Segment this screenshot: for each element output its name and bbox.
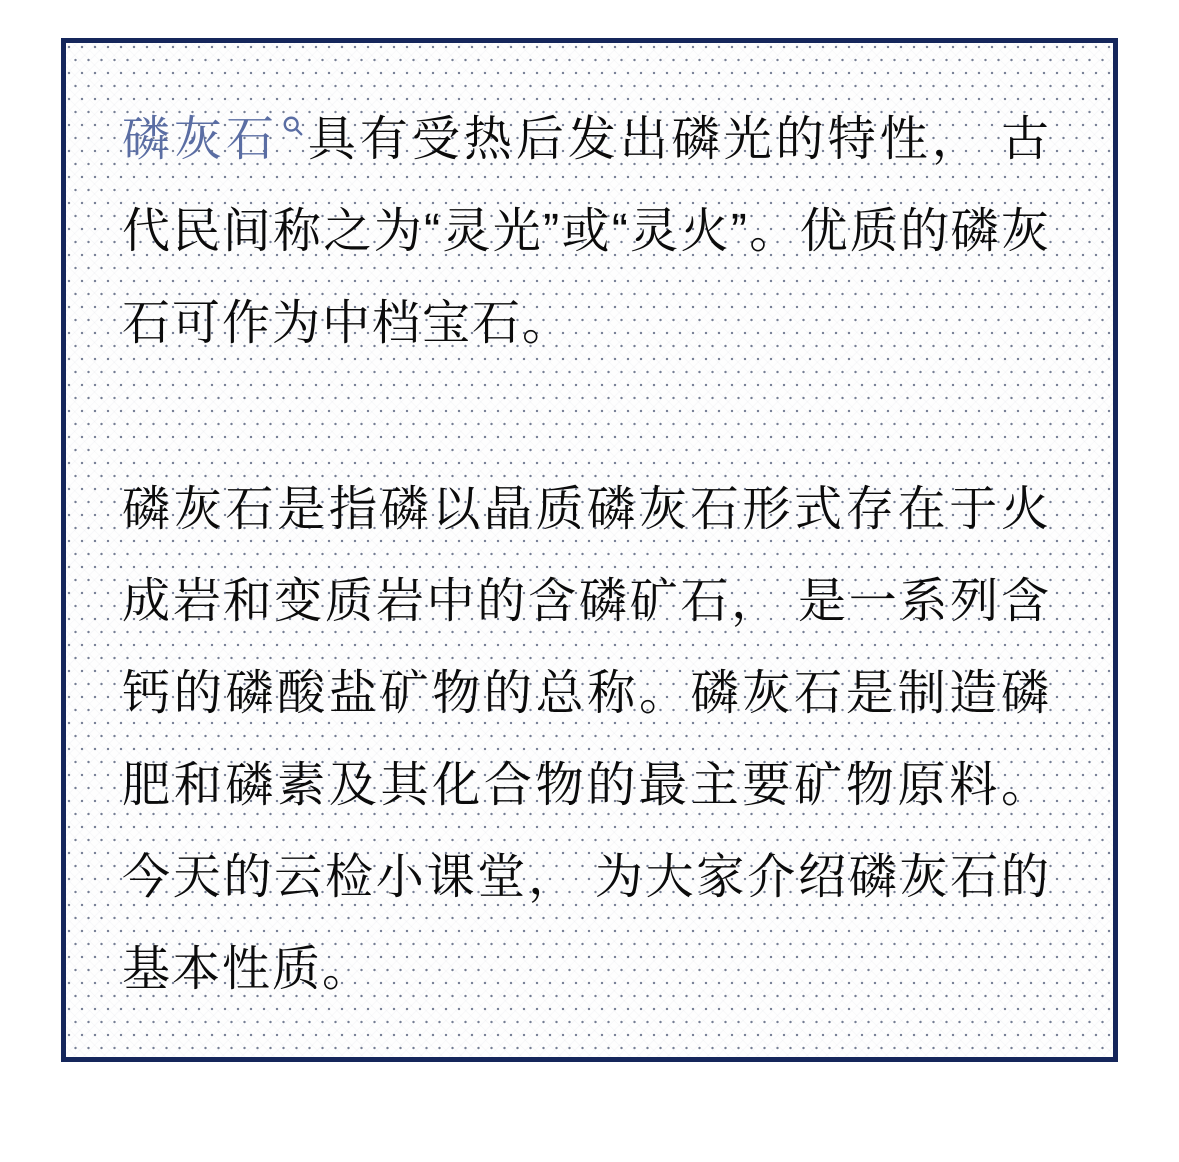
search-icon[interactable] xyxy=(282,115,304,137)
content-card xyxy=(61,38,1118,1062)
apatite-entity-link[interactable] xyxy=(122,113,306,166)
paragraph-1-text: 具有受热后发出磷光的特性， 古代民间称之为“灵光”或“灵火”。优质的磷灰石可作为中档宝石。 xyxy=(122,113,1051,350)
entity-link-label: 磷灰石 xyxy=(122,113,278,166)
paragraph-2: 磷灰石是指磷以晶质磷灰石形式存在于火成岩和变质岩中的含磷矿石， 是一系列含钙的磷酸盐矿物的总称。磷灰石是制造磷肥和磷素及其化合物的最主要矿物原料。今天的云检小课堂， 为大家介绍磷灰石的基本性质。 xyxy=(122,483,1051,996)
article-body xyxy=(66,43,1113,1016)
paragraph-1 xyxy=(122,94,1051,370)
